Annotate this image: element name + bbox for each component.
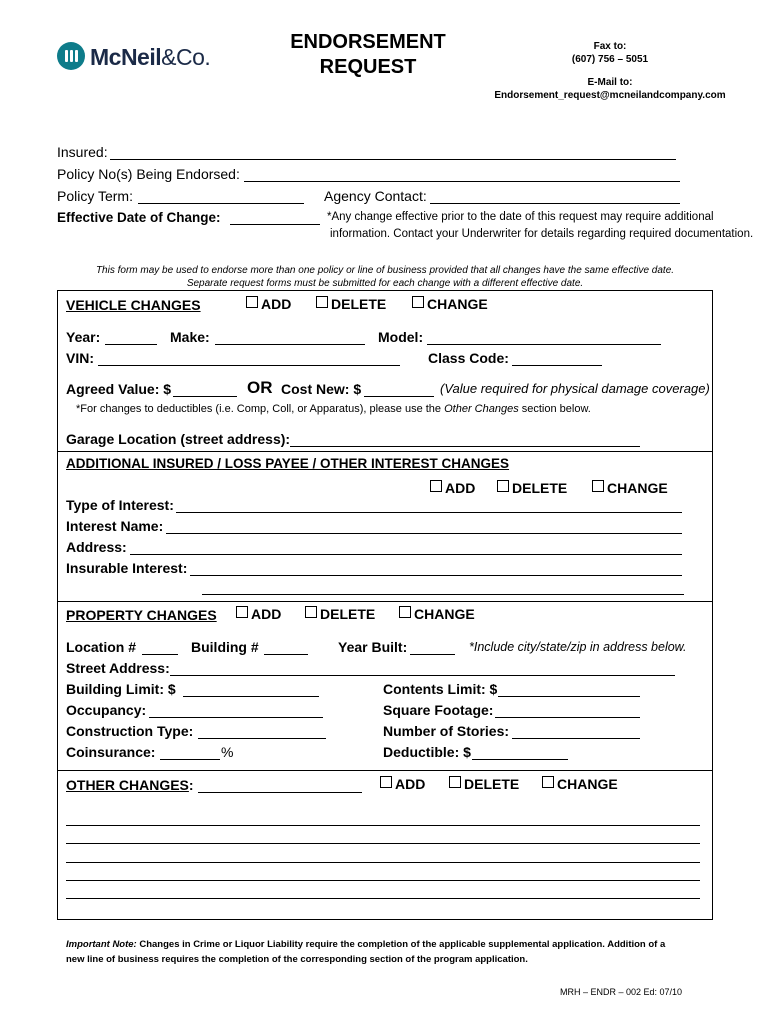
form-title-line2: REQUEST [319,56,417,78]
other-changes-line[interactable] [66,843,700,844]
checkbox[interactable] [542,776,554,788]
checkbox[interactable] [246,296,258,308]
number-of-stories-label: Number of Stories: [383,723,510,739]
other-changes-line[interactable] [66,825,700,826]
other-changes-line[interactable] [66,880,700,881]
checkbox[interactable] [430,480,442,492]
other-changes-field[interactable] [198,792,362,793]
contents-limit-label: Contents Limit: $ [383,681,498,697]
construction-type-label: Construction Type: [66,723,194,739]
fax-label: Fax to: [593,41,627,52]
cost-new-label: Cost New: $ [281,381,362,397]
checkbox[interactable] [449,776,461,788]
type-of-interest-label: Type of Interest: [66,497,174,513]
effective-date-field[interactable] [230,224,320,225]
garage-location-label: Garage Location (street address): [66,431,291,447]
agreed-value-field[interactable] [173,396,237,397]
interest-name-field[interactable] [166,533,682,534]
additional-insured-section-title: ADDITIONAL INSURED / LOSS PAYEE / OTHER INTEREST CHANGES [66,456,510,471]
other-changes-line[interactable] [66,898,700,899]
year-label: Year: [66,329,101,345]
ai-add-option[interactable]: ADD [430,480,475,496]
model-field[interactable] [427,344,661,345]
form-title-line1: ENDORSEMENT [290,31,446,53]
agency-contact-label: Agency Contact: [324,188,427,204]
agreed-value-label: Agreed Value: $ [66,381,172,397]
vehicle-add-option[interactable]: ADD [246,296,291,312]
email-label: E-Mail to: [587,77,633,88]
agency-contact-field[interactable] [430,203,680,204]
property-change-option[interactable]: CHANGE [399,606,475,622]
section-divider [57,601,713,602]
insurable-interest-field[interactable] [190,575,682,576]
vehicle-delete-option[interactable]: DELETE [316,296,386,312]
make-field[interactable] [215,344,365,345]
checkbox[interactable] [305,606,317,618]
square-footage-label: Square Footage: [383,702,494,718]
checkbox[interactable] [497,480,509,492]
deductible-field[interactable] [472,759,568,760]
garage-location-field[interactable] [290,446,640,447]
property-delete-option[interactable]: DELETE [305,606,375,622]
insured-label: Insured: [57,144,108,160]
insured-field[interactable] [110,159,676,160]
occupancy-field[interactable] [149,717,323,718]
form-code: MRH – ENDR – 002 Ed: 07/10 [560,987,683,997]
section-divider [57,770,713,771]
vehicle-section-title: VEHICLE CHANGES [66,297,201,313]
ai-change-option[interactable]: CHANGE [592,480,668,496]
building-limit-field[interactable] [183,696,319,697]
vin-field[interactable] [98,365,400,366]
fax-number: (607) 756 – 5051 [571,54,649,65]
intro-line-2: Separate request forms must be submitted for each change with a different effective date. [186,278,584,289]
make-label: Make: [170,329,210,345]
deductible-label: Deductible: $ [383,744,471,760]
street-address-label: Street Address: [66,660,170,676]
or-label: OR [247,378,273,397]
effective-date-note-2: information. Contact your Underwriter for details regarding required documentation. [330,228,754,240]
insurable-interest-field-2[interactable] [202,594,684,595]
deductible-note: *For changes to deductibles (i.e. Comp, Coll, or Apparatus), please use the Other Changes section below. [76,403,591,415]
percent-sign: % [221,744,234,760]
number-of-stories-field[interactable] [512,738,640,739]
email-address: Endorsement_request@mcneilandcompany.com [494,90,726,101]
logo-icon [57,42,85,70]
other-add-option[interactable]: ADD [380,776,425,792]
year-built-field[interactable] [410,654,455,655]
policy-term-label: Policy Term: [57,188,133,204]
property-section-title: PROPERTY CHANGES [66,607,217,623]
policy-nos-label: Policy No(s) Being Endorsed: [57,166,240,182]
coinsurance-field[interactable] [160,759,220,760]
location-field[interactable] [142,654,178,655]
important-note-line-1: Important Note: Changes in Crime or Liquor Liability require the completion of the applicable supplemental application. Addition of a [66,939,666,950]
checkbox[interactable] [399,606,411,618]
logo-suffix: &Co. [161,44,211,70]
other-section-title: OTHER CHANGES: [66,777,194,793]
other-changes-line[interactable] [66,862,700,863]
checkbox[interactable] [380,776,392,788]
address-label: Address: [66,539,127,555]
value-note: (Value required for physical damage coverage) [440,381,710,396]
vin-label: VIN: [66,350,94,366]
checkbox[interactable] [316,296,328,308]
effective-date-note-1: *Any change effective prior to the date of this request may require additional [327,211,714,223]
building-label: Building # [191,639,259,655]
checkbox[interactable] [592,480,604,492]
street-address-field[interactable] [170,675,675,676]
other-change-option[interactable]: CHANGE [542,776,618,792]
address-note: *Include city/state/zip in address below. [469,640,687,654]
square-footage-field[interactable] [495,717,640,718]
policy-term-field[interactable] [138,203,304,204]
vehicle-change-option[interactable]: CHANGE [412,296,488,312]
class-code-field[interactable] [512,365,602,366]
other-delete-option[interactable]: DELETE [449,776,519,792]
effective-date-label: Effective Date of Change: [57,210,221,225]
address-field[interactable] [130,554,682,555]
occupancy-label: Occupancy: [66,702,147,718]
construction-type-field[interactable] [198,738,326,739]
building-limit-label: Building Limit: $ [66,681,176,697]
property-add-option[interactable]: ADD [236,606,281,622]
section-divider [57,451,713,452]
ai-delete-option[interactable]: DELETE [497,480,567,496]
insurable-interest-label: Insurable Interest: [66,560,188,576]
intro-line-1: This form may be used to endorse more than one policy or line of business provided that all changes have the same effective date. [95,265,675,276]
model-label: Model: [378,329,424,345]
year-built-label: Year Built: [338,639,408,655]
location-label: Location # [66,639,137,655]
important-note-line-2: new line of business requires the completion of the corresponding section of the program application. [66,954,528,965]
contents-limit-field[interactable] [498,696,640,697]
checkbox[interactable] [412,296,424,308]
year-field[interactable] [105,344,157,345]
coinsurance-label: Coinsurance: [66,744,156,760]
checkbox[interactable] [236,606,248,618]
policy-nos-field[interactable] [244,181,680,182]
class-code-label: Class Code: [428,350,509,366]
logo-name: McNeil [90,44,162,70]
interest-name-label: Interest Name: [66,518,164,534]
type-of-interest-field[interactable] [176,512,682,513]
building-field[interactable] [264,654,308,655]
cost-new-field[interactable] [364,396,434,397]
